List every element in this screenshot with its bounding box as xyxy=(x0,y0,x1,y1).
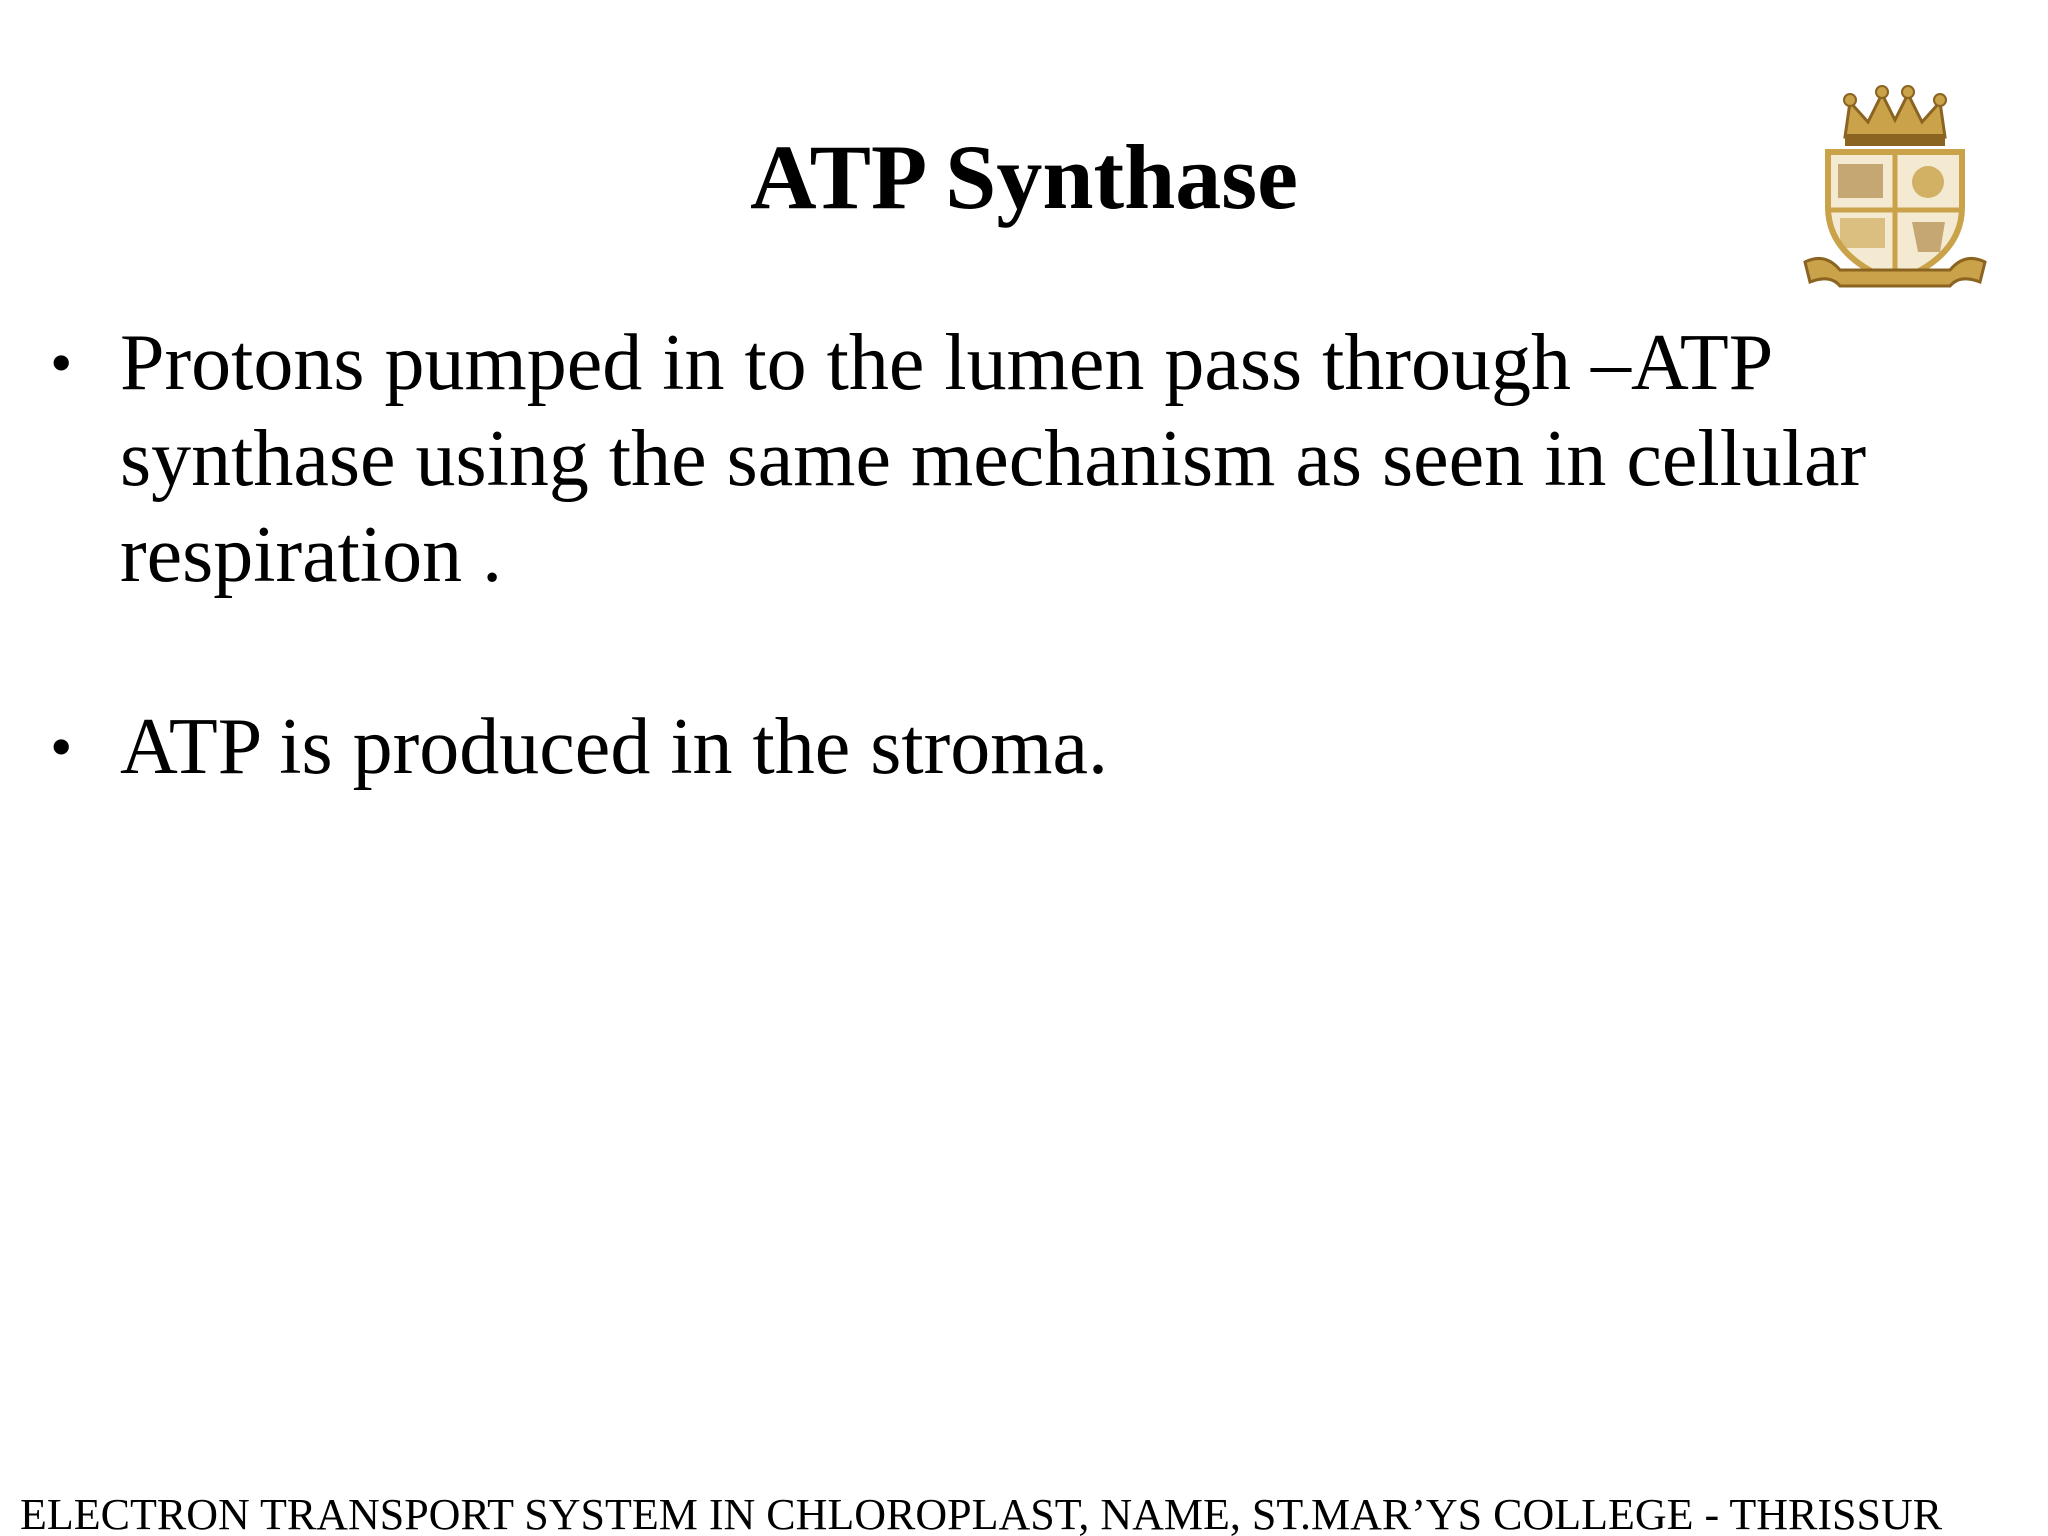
bullet-dot: • xyxy=(50,327,73,398)
bullet-item xyxy=(50,699,1950,795)
bullet-list xyxy=(50,315,1950,795)
bullet-item xyxy=(50,315,1950,603)
bullet-text: Protons pumped in to the lumen pass through –ATP synthase using the same mechanism as seen in cellular respiration . xyxy=(120,319,1867,599)
slide-footer: ELECTRON TRANSPORT SYSTEM IN CHLOROPLAST, NAME, ST.MAR’YS COLLEGE - THRISSUR xyxy=(20,1490,1943,1536)
bullet-dot: • xyxy=(50,711,73,782)
college-crest-icon xyxy=(1800,82,1990,292)
slide-title: ATP Synthase xyxy=(750,126,1298,228)
bullet-text: ATP is produced in the stroma. xyxy=(120,703,1109,791)
